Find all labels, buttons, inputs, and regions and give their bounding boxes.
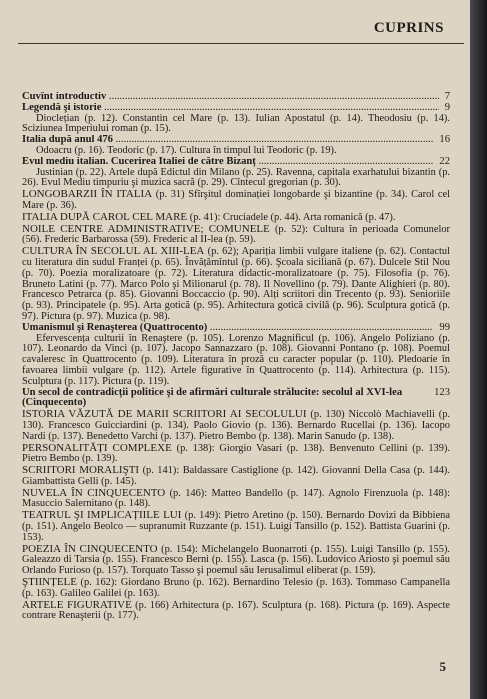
toc-subentries: (p. 149): Pietro Aretino (p. 150). Bernardo Dovizi da Bibbiena (p. 151). Angelo Beolco — supranumit Ruzzante (p. 151). Luigi Tansillo (p. 152). Battista Guarini (p. 153). xyxy=(22,510,450,543)
toc-heading: Italia după anul 476 ..... xyxy=(22,135,433,146)
toc-entry xyxy=(22,323,450,388)
toc-entry xyxy=(22,224,450,247)
toc-heading: Un secol de contradicții politice şi de afirmări culturale strălucite: secolul al XVI-lea (Cinquecento) xyxy=(22,386,403,409)
toc-subentries: (p. 154): Michelangelo Buonarroti (p. 155). Luigi Tansillo (p. 155). Galeazzo di Tarsia (p. 155). Francesco Berni (p. 155). Lasca (p. 156). Ludovico Ariosto şi poemul său Orlando Furioso (p. 157). Torquato Tasso şi poemul său Ierusalimul eliberat (p. 159). xyxy=(22,543,451,577)
toc-heading: LONGOBARZII ÎN ITALIA xyxy=(22,188,153,201)
toc-entry xyxy=(22,600,450,623)
toc-heading: POEZIA ÎN CINQUECENTO xyxy=(22,542,158,555)
toc-page: 16 xyxy=(439,135,450,146)
toc-subentries: (p. 52): Cultura în perioada Comunelor (56). Frederic Barbarossa (59). Frederic al II-lea (p. 59). xyxy=(22,223,451,246)
toc-heading: Umanismul şi Renaşterea (Quattrocento) ..... xyxy=(22,323,433,334)
toc-entry xyxy=(22,465,450,488)
toc-subentries: (p. 130) Niccolò Machiavelli (p. 130). Francesco Guicciardini (p. 134). Paolo Giovio (p. 136). Bernardo Rucellai (p. 136). Iacopo Nardi (p. 137). Benedetto Varchi (p. 137). Pietro Bembo (p. 138). Marin Sanudo (p. 138). xyxy=(22,409,451,442)
toc-heading: ARTELE FIGURATIVE xyxy=(22,598,132,611)
toc-subentries: Efervescența culturii în Renaştere (p. 105). Lorenzo Magnificul (p. 106). Angelo Poliziano (p. 107). Leonardo da Vinci (p. 107). Jacopo Sannazzaro (p. 108). Giovanni Pontano (p. 108). Poemul cavaleresc în Quattrocento (p. 109). Literatura în proză cu caracter popular (p. 110). Pledoarie în favoarea limbii vulgare (p. 112). Artele figurative în Quattrocento (p. 114). Arhitectura (p. 115). Sculptura (p. 117). Pictura (p. 119). xyxy=(22,332,450,387)
toc-page: 123 xyxy=(434,386,450,398)
toc-entry xyxy=(22,157,450,189)
toc-entry xyxy=(22,409,450,442)
toc-heading: ŞTIINȚELE xyxy=(22,576,77,589)
toc-entry xyxy=(22,577,450,600)
toc-subentries: (p. 166) Arhitectura (p. 167). Sculptura (p. 168). Pictura (p. 169). Aspecte contrare Renaşterii (p. 177). xyxy=(22,599,451,622)
toc-subentries: (p. 41): Cruciadele (p. 44). Arta romanică (p. 47). xyxy=(189,211,396,223)
toc-entry xyxy=(22,510,450,543)
table-of-contents xyxy=(22,92,450,622)
page-number: 5 xyxy=(439,659,446,674)
toc-heading: Cuvînt introductiv ..... xyxy=(22,92,439,103)
toc-entry xyxy=(22,103,450,135)
toc-subentries: (p. 146): Matteo Bandello (p. 147). Agnolo Firenzuola (p. 148): Masuccio Salernitano (p. 148). xyxy=(22,487,450,510)
toc-subentries: (p. 62); Apariția limbii vulgare italiene (p. 62). Contactul cu literatura din sudul Franței (p. 65). Învățămîntul (p. 66). Şcoala siciliană (p. 67). Dulcele Stil Nou (p. 70). Poezia moralizatoare (p. 72). Literatura didactic-moralizatoare (p. 75). Filosofia (p. 76). Bruneto Latini (p. 77). Marco Polo şi Milionarul (p. 78). Il Novellino (p. 79). Dante Alighieri (p. 80). Francesco Petrarca (p. 85). Giovanni Boccaccio (p. 90). Alți scriitori din Trecento (p. 93). Senioriile (p. 93). Principatele (p. 95). Arta gotică (p. 95). Arhitectura gotică civilă (p. 96). Sculptura gotică (p. 97). Pictura (p. 97). Muzica (p. 98). xyxy=(22,246,450,322)
toc-heading: NOILE CENTRE ADMINISTRATIVE; COMUNELE xyxy=(22,222,270,235)
toc-page: 7 xyxy=(444,92,450,102)
toc-entry xyxy=(22,488,450,511)
toc-page: 99 xyxy=(439,322,450,333)
toc-subentries: (p. 141): Baldassare Castiglione (p. 142). Giovanni Della Casa (p. 144). Giambattista Gelli (p. 145). xyxy=(22,465,450,487)
toc-heading: PERSONALITĂȚI COMPLEXE xyxy=(22,441,172,454)
toc-heading: Evul mediu italian. Cucerirea Italiei de către Bizanț ..... xyxy=(22,157,433,168)
toc-subentries: Justinian (p. 22). Artele după Edictul din Milano (p. 25). Ravenna, capitala exarhatului bizantin (p. 26). Evul Mediu timpuriu şi muzica sacră (p. 29). Cîntecul gregorian (p. 30). xyxy=(22,166,450,189)
header-divider xyxy=(18,43,464,44)
toc-heading: CULTURA ÎN SECOLUL AL XIII-LEA xyxy=(22,245,205,258)
book-binding-edge xyxy=(470,0,487,699)
toc-heading: TEATRUL ŞI IMPLICAȚIILE LUI xyxy=(22,509,182,522)
toc-page: 22 xyxy=(439,156,450,167)
toc-page: 9 xyxy=(444,102,450,113)
page-title: CUPRINS xyxy=(373,20,444,36)
toc-entry xyxy=(22,189,450,212)
toc-heading: SCRIITORI MORALIŞTI xyxy=(22,464,140,477)
toc-heading: Legendă şi istorie ..... xyxy=(22,103,439,114)
toc-heading: NUVELA ÎN CINQUECENTO xyxy=(22,486,166,499)
toc-entry xyxy=(22,92,450,103)
toc-entry xyxy=(22,135,450,157)
toc-subentries: Dioclețian (p. 12). Constantin cel Mare (p. 13). Iulian Apostatul (p. 14). Theodosiu (p. 14). Sciziunea Imperiului roman (p. 15). xyxy=(22,112,450,135)
toc-subentries: (p. 31) Sfîrşitul dominației longobarde şi bizantine (p. 34). Carol cel Mare (p. 36). xyxy=(22,189,450,211)
toc-subentries: Odoacru (p. 16). Teodoric (p. 17). Cultura în timpul lui Teodoric (p. 19). xyxy=(36,144,337,156)
toc-entry xyxy=(22,246,450,323)
toc-heading: ITALIA DUPĂ CAROL CEL MARE xyxy=(22,210,188,223)
toc-heading: ISTORIA VĂZUTĂ DE MARII SCRIITORI AI SECOLULUI xyxy=(22,408,307,421)
toc-entry xyxy=(22,388,450,410)
toc-subentries: (p. 162): Giordano Bruno (p. 162). Bernardino Telesio (p. 163). Tommaso Campanella (p. 163). Galileo Galilei (p. 163). xyxy=(22,577,450,599)
toc-entry xyxy=(22,544,450,577)
toc-subentries: (p. 138): Giorgio Vasari (p. 138). Benvenuto Cellini (p. 139). Pietro Bembo (p. 139). xyxy=(22,442,450,465)
toc-entry xyxy=(22,443,450,466)
